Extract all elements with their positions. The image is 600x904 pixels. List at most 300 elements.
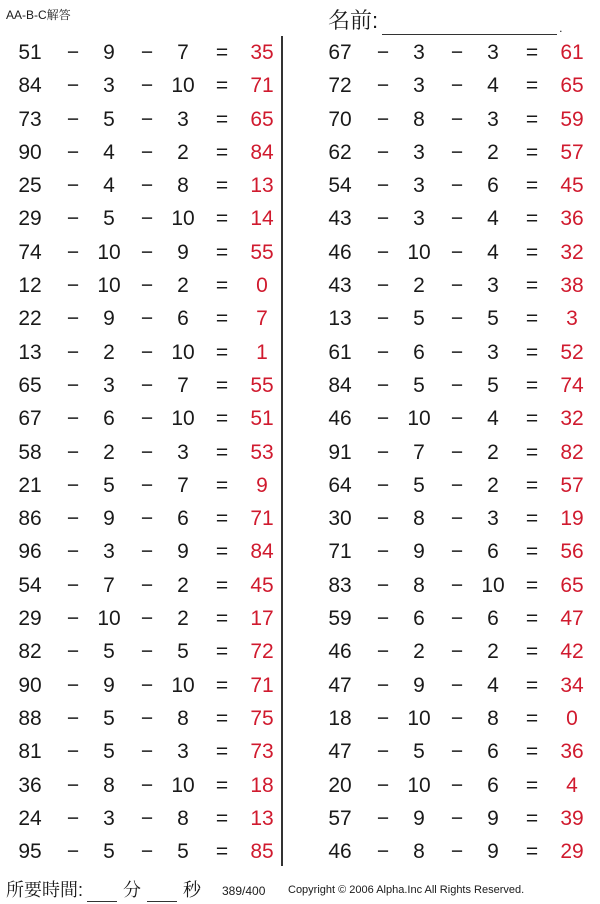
minus-sign: − [66, 140, 80, 164]
time-label: 所要時間: [6, 880, 84, 900]
equals-sign: = [525, 41, 539, 64]
minus-sign: − [140, 773, 154, 797]
minus-sign: − [140, 740, 154, 764]
minuend: 54 [18, 573, 42, 597]
subtrahend-2: 2 [177, 573, 189, 597]
answer: 57 [560, 140, 584, 164]
minuend: 71 [328, 540, 352, 564]
equals-sign: = [215, 573, 229, 597]
equals-sign: = [215, 507, 229, 531]
minutes-unit: 分 [123, 880, 142, 900]
seconds-blank [147, 883, 177, 902]
answer: 65 [560, 573, 584, 597]
subtrahend-1: 10 [97, 274, 121, 298]
name-dot: . [559, 21, 563, 35]
name-label: 名前: [328, 8, 379, 33]
minus-sign: − [66, 507, 80, 531]
minus-sign: − [66, 107, 80, 131]
equals-sign: = [215, 440, 229, 464]
subtrahend-2: 5 [487, 373, 499, 397]
equals-sign: = [215, 74, 229, 98]
answer: 32 [560, 240, 584, 264]
subtrahend-1: 8 [103, 773, 115, 797]
minus-sign: − [376, 240, 390, 264]
answer: 0 [566, 706, 578, 730]
subtrahend-2: 10 [171, 407, 195, 431]
answer: 45 [250, 573, 274, 597]
answer: 3 [566, 307, 578, 331]
subtrahend-2: 9 [487, 806, 499, 830]
subtrahend-2: 2 [177, 140, 189, 164]
minus-sign: − [140, 74, 154, 98]
answer: 13 [250, 174, 274, 198]
subtrahend-1: 6 [413, 340, 425, 364]
copyright-notice: Copyright © 2006 Alpha.Inc All Rights Reserved. [288, 884, 525, 896]
minus-sign: − [140, 806, 154, 830]
equals-sign: = [215, 240, 229, 264]
minuend: 96 [18, 540, 42, 564]
minus-sign: − [376, 806, 390, 830]
minuend: 46 [328, 640, 352, 664]
minus-sign: − [66, 740, 80, 764]
minus-sign: − [450, 373, 464, 397]
subtrahend-1: 5 [413, 307, 425, 331]
minuend: 61 [328, 340, 352, 364]
minus-sign: − [66, 440, 80, 464]
subtrahend-1: 9 [103, 41, 115, 64]
equals-sign: = [215, 41, 229, 64]
minuend: 84 [18, 74, 42, 98]
name-blank-line [382, 14, 557, 35]
minus-sign: − [376, 740, 390, 764]
equals-sign: = [215, 340, 229, 364]
minus-sign: − [450, 407, 464, 431]
subtrahend-2: 10 [171, 74, 195, 98]
subtrahend-1: 5 [103, 840, 115, 864]
minus-sign: − [140, 340, 154, 364]
answer: 39 [560, 806, 584, 830]
subtrahend-2: 3 [487, 41, 499, 64]
equals-sign: = [525, 174, 539, 198]
subtrahend-2: 8 [177, 806, 189, 830]
minuend: 91 [328, 440, 352, 464]
minuend: 46 [328, 840, 352, 864]
subtrahend-2: 6 [487, 773, 499, 797]
answer: 9 [256, 473, 268, 497]
minuend: 43 [328, 274, 352, 298]
subtrahend-1: 8 [413, 507, 425, 531]
answer: 34 [560, 673, 584, 697]
subtrahend-1: 9 [103, 307, 115, 331]
minus-sign: − [140, 507, 154, 531]
minus-sign: − [450, 507, 464, 531]
equals-sign: = [215, 307, 229, 331]
subtrahend-2: 10 [171, 340, 195, 364]
minus-sign: − [376, 174, 390, 198]
minutes-blank [87, 883, 117, 902]
minus-sign: − [66, 240, 80, 264]
answer: 56 [560, 540, 584, 564]
minus-sign: − [376, 107, 390, 131]
subtrahend-2: 10 [481, 573, 505, 597]
subtrahend-1: 3 [413, 41, 425, 64]
minus-sign: − [450, 140, 464, 164]
minus-sign: − [376, 840, 390, 864]
answer: 35 [250, 41, 274, 64]
answer: 55 [250, 240, 274, 264]
minus-sign: − [450, 673, 464, 697]
subtrahend-1: 6 [413, 607, 425, 631]
minus-sign: − [66, 274, 80, 298]
minus-sign: − [450, 41, 464, 64]
equals-sign: = [215, 140, 229, 164]
minus-sign: − [376, 74, 390, 98]
equals-sign: = [525, 573, 539, 597]
subtrahend-1: 2 [413, 274, 425, 298]
subtrahend-1: 5 [103, 473, 115, 497]
minus-sign: − [66, 706, 80, 730]
equals-sign: = [525, 373, 539, 397]
minus-sign: − [376, 773, 390, 797]
equals-sign: = [215, 607, 229, 631]
minus-sign: − [66, 573, 80, 597]
minus-sign: − [66, 540, 80, 564]
subtrahend-1: 10 [97, 607, 121, 631]
subtrahend-2: 2 [487, 440, 499, 464]
minus-sign: − [140, 207, 154, 231]
minus-sign: − [376, 207, 390, 231]
subtrahend-1: 5 [103, 740, 115, 764]
minuend: 81 [18, 740, 42, 764]
minus-sign: − [66, 174, 80, 198]
equals-sign: = [525, 640, 539, 664]
equals-sign: = [215, 840, 229, 864]
answer: 47 [560, 607, 584, 631]
minus-sign: − [376, 573, 390, 597]
equals-sign: = [525, 440, 539, 464]
minuend: 24 [18, 806, 42, 830]
minus-sign: − [140, 174, 154, 198]
answer: 61 [560, 41, 584, 64]
answer: 36 [560, 740, 584, 764]
minuend: 20 [328, 773, 352, 797]
subtrahend-1: 7 [413, 440, 425, 464]
minus-sign: − [66, 773, 80, 797]
minuend: 12 [18, 274, 42, 298]
minuend: 13 [18, 340, 42, 364]
answer: 72 [250, 640, 274, 664]
subtrahend-1: 3 [413, 207, 425, 231]
answer: 14 [250, 207, 274, 231]
minus-sign: − [140, 706, 154, 730]
minus-sign: − [376, 607, 390, 631]
minus-sign: − [450, 740, 464, 764]
minus-sign: − [376, 41, 390, 64]
minuend: 90 [18, 673, 42, 697]
answer: 52 [560, 340, 584, 364]
answer: 85 [250, 840, 274, 864]
minus-sign: − [450, 540, 464, 564]
subtrahend-2: 3 [177, 440, 189, 464]
answer: 4 [566, 773, 578, 797]
subtrahend-2: 10 [171, 773, 195, 797]
minuend: 65 [18, 373, 42, 397]
answer: 42 [560, 640, 584, 664]
subtrahend-2: 5 [487, 307, 499, 331]
equals-sign: = [525, 274, 539, 298]
minus-sign: − [140, 540, 154, 564]
minus-sign: − [140, 407, 154, 431]
answer: 36 [560, 207, 584, 231]
minus-sign: − [450, 706, 464, 730]
equals-sign: = [525, 307, 539, 331]
equals-sign: = [525, 74, 539, 98]
minus-sign: − [376, 373, 390, 397]
minus-sign: − [66, 673, 80, 697]
subtrahend-1: 8 [413, 573, 425, 597]
minus-sign: − [450, 340, 464, 364]
subtrahend-2: 6 [487, 540, 499, 564]
minuend: 83 [328, 573, 352, 597]
minuend: 58 [18, 440, 42, 464]
minus-sign: − [450, 640, 464, 664]
equals-sign: = [215, 107, 229, 131]
answer: 13 [250, 806, 274, 830]
subtrahend-2: 4 [487, 407, 499, 431]
minus-sign: − [140, 473, 154, 497]
minus-sign: − [376, 507, 390, 531]
page-number: 389/400 [222, 884, 266, 898]
subtrahend-2: 5 [177, 640, 189, 664]
minuend: 82 [18, 640, 42, 664]
equals-sign: = [525, 806, 539, 830]
subtrahend-1: 7 [103, 573, 115, 597]
subtrahend-2: 4 [487, 207, 499, 231]
subtrahend-1: 9 [413, 806, 425, 830]
minuend: 54 [328, 174, 352, 198]
minus-sign: − [66, 340, 80, 364]
equals-sign: = [525, 706, 539, 730]
minus-sign: − [376, 274, 390, 298]
answer: 75 [250, 706, 274, 730]
answer: 45 [560, 174, 584, 198]
minus-sign: − [450, 806, 464, 830]
equals-sign: = [525, 407, 539, 431]
subtrahend-2: 6 [177, 507, 189, 531]
minus-sign: − [140, 307, 154, 331]
minuend: 43 [328, 207, 352, 231]
equals-sign: = [525, 540, 539, 564]
answer: 7 [256, 307, 268, 331]
answer: 71 [250, 507, 274, 531]
subtrahend-1: 5 [413, 473, 425, 497]
subtrahend-2: 4 [487, 74, 499, 98]
equals-sign: = [215, 540, 229, 564]
equals-sign: = [525, 673, 539, 697]
minus-sign: − [140, 640, 154, 664]
minuend: 21 [18, 473, 42, 497]
minuend: 57 [328, 806, 352, 830]
minuend: 18 [328, 706, 352, 730]
minus-sign: − [66, 473, 80, 497]
equals-sign: = [215, 740, 229, 764]
answer: 18 [250, 773, 274, 797]
minuend: 30 [328, 507, 352, 531]
minus-sign: − [140, 373, 154, 397]
minuend: 46 [328, 407, 352, 431]
name-field [328, 4, 562, 35]
minus-sign: − [376, 706, 390, 730]
minus-sign: − [450, 840, 464, 864]
subtrahend-1: 2 [413, 640, 425, 664]
minus-sign: − [376, 407, 390, 431]
subtrahend-2: 6 [487, 740, 499, 764]
subtrahend-1: 10 [407, 407, 431, 431]
subtrahend-1: 2 [103, 340, 115, 364]
minuend: 46 [328, 240, 352, 264]
answer: 32 [560, 407, 584, 431]
equals-sign: = [215, 407, 229, 431]
minuend: 95 [18, 840, 42, 864]
subtrahend-1: 6 [103, 407, 115, 431]
answer: 51 [250, 407, 274, 431]
answer: 53 [250, 440, 274, 464]
subtrahend-1: 10 [97, 240, 121, 264]
equals-sign: = [525, 773, 539, 797]
subtrahend-2: 4 [487, 240, 499, 264]
subtrahend-1: 3 [413, 140, 425, 164]
equals-sign: = [215, 274, 229, 298]
answer: 38 [560, 274, 584, 298]
minuend: 67 [328, 41, 352, 64]
minuend: 74 [18, 240, 42, 264]
minus-sign: − [66, 307, 80, 331]
minus-sign: − [66, 840, 80, 864]
minus-sign: − [140, 240, 154, 264]
answer: 55 [250, 373, 274, 397]
equals-sign: = [525, 607, 539, 631]
subtrahend-1: 5 [413, 740, 425, 764]
minus-sign: − [450, 174, 464, 198]
answer: 0 [256, 274, 268, 298]
minuend: 13 [328, 307, 352, 331]
subtrahend-1: 3 [413, 74, 425, 98]
answer: 71 [250, 74, 274, 98]
minuend: 22 [18, 307, 42, 331]
subtrahend-2: 2 [177, 607, 189, 631]
subtrahend-1: 3 [103, 74, 115, 98]
subtrahend-1: 3 [413, 174, 425, 198]
subtrahend-1: 10 [407, 240, 431, 264]
minus-sign: − [66, 74, 80, 98]
minus-sign: − [450, 107, 464, 131]
subtrahend-2: 7 [177, 373, 189, 397]
minuend: 86 [18, 507, 42, 531]
subtrahend-1: 8 [413, 840, 425, 864]
minuend: 67 [18, 407, 42, 431]
minuend: 84 [328, 373, 352, 397]
equals-sign: = [215, 640, 229, 664]
minuend: 47 [328, 673, 352, 697]
answer: 71 [250, 673, 274, 697]
equals-sign: = [525, 107, 539, 131]
answer: 73 [250, 740, 274, 764]
minus-sign: − [140, 440, 154, 464]
equals-sign: = [525, 507, 539, 531]
equals-sign: = [525, 473, 539, 497]
subtrahend-2: 10 [171, 673, 195, 697]
minuend: 47 [328, 740, 352, 764]
minus-sign: − [450, 473, 464, 497]
equals-sign: = [215, 673, 229, 697]
minus-sign: − [140, 673, 154, 697]
minuend: 70 [328, 107, 352, 131]
subtrahend-2: 4 [487, 673, 499, 697]
equals-sign: = [215, 207, 229, 231]
minus-sign: − [450, 307, 464, 331]
answer: 59 [560, 107, 584, 131]
minuend: 90 [18, 140, 42, 164]
minus-sign: − [66, 640, 80, 664]
subtrahend-1: 5 [103, 207, 115, 231]
subtrahend-2: 5 [177, 840, 189, 864]
minus-sign: − [450, 440, 464, 464]
equals-sign: = [215, 473, 229, 497]
subtrahend-2: 3 [487, 340, 499, 364]
minuend: 29 [18, 207, 42, 231]
equals-sign: = [215, 373, 229, 397]
subtrahend-1: 2 [103, 440, 115, 464]
minus-sign: − [66, 41, 80, 64]
minus-sign: − [450, 74, 464, 98]
minus-sign: − [376, 440, 390, 464]
answer: 57 [560, 473, 584, 497]
minus-sign: − [450, 240, 464, 264]
minuend: 36 [18, 773, 42, 797]
equals-sign: = [215, 706, 229, 730]
minus-sign: − [376, 473, 390, 497]
subtrahend-1: 9 [103, 507, 115, 531]
subtrahend-2: 9 [487, 840, 499, 864]
minus-sign: − [140, 107, 154, 131]
subtrahend-1: 9 [413, 540, 425, 564]
answer: 65 [560, 74, 584, 98]
subtrahend-2: 7 [177, 41, 189, 64]
minus-sign: − [66, 407, 80, 431]
answer: 84 [250, 540, 274, 564]
minuend: 29 [18, 607, 42, 631]
time-taken [6, 876, 207, 902]
subtrahend-2: 10 [171, 207, 195, 231]
minuend: 88 [18, 706, 42, 730]
subtrahend-2: 3 [487, 107, 499, 131]
minus-sign: − [450, 573, 464, 597]
subtrahend-1: 5 [103, 640, 115, 664]
minus-sign: − [376, 540, 390, 564]
seconds-unit: 秒 [183, 880, 202, 900]
subtrahend-2: 2 [487, 473, 499, 497]
subtrahend-1: 5 [103, 706, 115, 730]
worksheet-title: AA-B-C解答 [6, 8, 71, 22]
subtrahend-2: 6 [487, 174, 499, 198]
minus-sign: − [66, 207, 80, 231]
minuend: 64 [328, 473, 352, 497]
answer: 19 [560, 507, 584, 531]
subtrahend-1: 10 [407, 706, 431, 730]
minus-sign: − [376, 673, 390, 697]
minuend: 72 [328, 74, 352, 98]
minus-sign: − [376, 340, 390, 364]
